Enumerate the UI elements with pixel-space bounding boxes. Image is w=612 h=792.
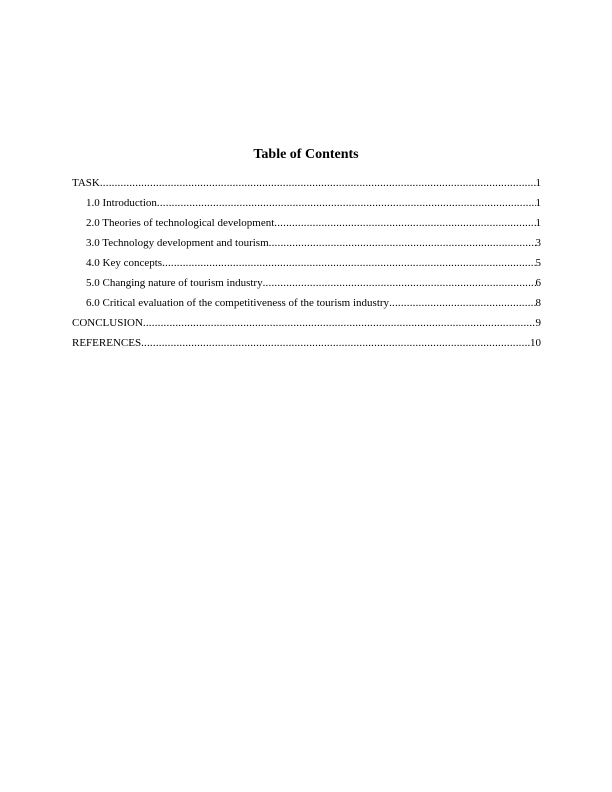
toc-entry-page: 8: [535, 297, 541, 309]
toc-entry-critical-evaluation[interactable]: [72, 296, 541, 316]
toc-entry-label: REFERENCES: [72, 337, 142, 349]
toc-entry-label: 5.0 Changing nature of tourism industry: [86, 277, 263, 289]
toc-entry-label: 2.0 Theories of technological development: [86, 217, 275, 229]
toc-entry-label: 6.0 Critical evaluation of the competitiveness of the tourism industry: [86, 297, 390, 309]
toc-entry-label: TASK: [72, 177, 100, 189]
toc-entry-task[interactable]: [72, 176, 541, 196]
toc-entry-page: 1: [535, 217, 541, 229]
toc-entry-label: CONCLUSION: [72, 317, 143, 329]
toc-entry-label: 4.0 Key concepts: [86, 257, 163, 269]
toc-entry-page: 1: [535, 177, 541, 189]
toc-dot-leader: [263, 276, 536, 290]
toc-entry-conclusion[interactable]: [72, 316, 541, 336]
toc-entry-references[interactable]: [72, 336, 541, 356]
toc-dot-leader: [141, 336, 530, 350]
toc-entry-page: 6: [535, 277, 541, 289]
toc-dot-leader: [157, 196, 536, 210]
toc-dot-leader: [274, 216, 535, 230]
toc-dot-leader: [143, 316, 536, 330]
toc-dot-leader: [162, 256, 535, 270]
toc-entry-introduction[interactable]: [72, 196, 541, 216]
toc-dot-leader: [100, 176, 536, 190]
toc-entry-label: 1.0 Introduction: [86, 197, 157, 209]
toc-entry-page: 3: [535, 237, 541, 249]
toc-entry-label: 3.0 Technology development and tourism: [86, 237, 269, 249]
toc-list: [72, 176, 541, 356]
toc-entry-page: 10: [530, 337, 541, 349]
toc-title: Table of Contents: [253, 147, 359, 162]
toc-entry-page: 1: [535, 197, 541, 209]
toc-entry-changing-nature[interactable]: [72, 276, 541, 296]
toc-entry-page: 9: [535, 317, 541, 329]
toc-entry-technology-tourism[interactable]: [72, 236, 541, 256]
toc-dot-leader: [269, 236, 536, 250]
toc-dot-leader: [389, 296, 535, 310]
toc-entry-page: 5: [535, 257, 541, 269]
toc-entry-key-concepts[interactable]: [72, 256, 541, 276]
toc-entry-theories[interactable]: [72, 216, 541, 236]
